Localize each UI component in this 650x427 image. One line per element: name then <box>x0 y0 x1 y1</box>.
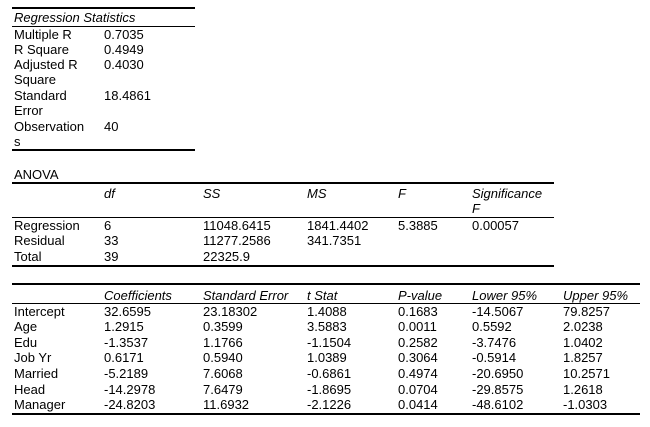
coef-header-standard-error: Standard Error <box>203 288 289 303</box>
coef-head-upper-95: 1.2618 <box>563 382 603 397</box>
coef-top-rule <box>12 283 640 285</box>
anova-residual-df: 33 <box>104 233 119 248</box>
coef-header-lower-95: Lower 95% <box>472 288 538 303</box>
regstats-label-observations-line1: Observation <box>14 119 85 134</box>
regstats-value-observations: 40 <box>104 119 119 134</box>
coef-manager-upper-95: -1.0303 <box>563 397 608 412</box>
coef-age-lower-95: 0.5592 <box>472 319 512 334</box>
coef-married-lower-95: -20.6950 <box>472 366 524 381</box>
coef-job-yr-t-stat: 1.0389 <box>307 350 347 365</box>
anova-regression-f: 5.3885 <box>398 218 438 233</box>
coef-edu-coefficient: -1.3537 <box>104 335 149 350</box>
coef-header-coefficients: Coefficients <box>104 288 172 303</box>
anova-header-significance-f-line1: Significance <box>472 186 543 201</box>
regstats-label-multiple-r: Multiple R <box>14 27 72 42</box>
coef-intercept-label: Intercept <box>14 304 65 319</box>
coef-edu-p-value: 0.2582 <box>398 335 438 350</box>
anova-header-ss: SS <box>203 186 221 201</box>
anova-residual-ss: 11277.2586 <box>203 233 271 248</box>
anova-regression-df: 6 <box>104 218 112 233</box>
coef-manager-coefficient: -24.8203 <box>104 397 156 412</box>
anova-title: ANOVA <box>14 167 59 182</box>
coef-age-coefficient: 1.2915 <box>104 319 144 334</box>
coef-intercept-lower-95: -14.5067 <box>472 304 524 319</box>
anova-header-df: df <box>104 186 115 201</box>
coef-job-yr-p-value: 0.3064 <box>398 350 438 365</box>
anova-header-ms: MS <box>307 186 327 201</box>
anova-total-ss: 22325.9 <box>203 249 250 264</box>
coef-head-coefficient: -14.2978 <box>104 382 156 397</box>
regstats-label-r-square: R Square <box>14 42 69 57</box>
anova-residual-ms: 341.7351 <box>307 233 362 248</box>
coef-age-standard-error: 0.3599 <box>203 319 243 334</box>
coef-age-label: Age <box>14 319 38 334</box>
anova-regression-significance-f: 0.00057 <box>472 218 519 233</box>
anova-header-significance-f-line2: F <box>472 201 480 216</box>
regstats-value-multiple-r: 0.7035 <box>104 27 144 42</box>
regstats-title: Regression Statistics <box>14 10 136 25</box>
regstats-value-r-square: 0.4949 <box>104 42 144 57</box>
coef-manager-lower-95: -48.6102 <box>472 397 524 412</box>
coef-married-standard-error: 7.6068 <box>203 366 243 381</box>
coef-manager-standard-error: 11.6932 <box>203 397 250 412</box>
anova-top-rule <box>12 182 554 184</box>
coef-intercept-coefficient: 32.6595 <box>104 304 151 319</box>
coef-married-t-stat: -0.6861 <box>307 366 352 381</box>
coef-edu-t-stat: -1.1504 <box>307 335 352 350</box>
coef-job-yr-coefficient: 0.6171 <box>104 350 144 365</box>
coef-edu-lower-95: -3.7476 <box>472 335 517 350</box>
coef-intercept-t-stat: 1.4088 <box>307 304 347 319</box>
anova-regression-ss: 11048.6415 <box>203 218 271 233</box>
coef-age-upper-95: 2.0238 <box>563 319 603 334</box>
coef-head-p-value: 0.0704 <box>398 382 438 397</box>
coef-married-p-value: 0.4974 <box>398 366 438 381</box>
regstats-label-standard-error-line1: Standard <box>14 88 67 103</box>
coef-intercept-p-value: 0.1683 <box>398 304 438 319</box>
coef-header-p-value: P-value <box>398 288 443 303</box>
regstats-label-adjusted-r-square-line1: Adjusted R <box>14 57 78 72</box>
regstats-top-rule <box>12 7 195 9</box>
regstats-value-standard-error: 18.4861 <box>104 88 151 103</box>
coef-edu-upper-95: 1.0402 <box>563 335 603 350</box>
regstats-label-adjusted-r-square-line2: Square <box>14 72 56 87</box>
anova-total-df: 39 <box>104 249 119 264</box>
anova-regression-label: Regression <box>14 218 80 233</box>
coef-header-t-stat: t Stat <box>307 288 338 303</box>
anova-bottom-rule <box>12 265 554 267</box>
coef-head-t-stat: -1.8695 <box>307 382 352 397</box>
coef-manager-p-value: 0.0414 <box>398 397 438 412</box>
regstats-bottom-rule <box>12 149 195 151</box>
coef-manager-t-stat: -2.1226 <box>307 397 352 412</box>
regstats-value-adjusted-r-square: 0.4030 <box>104 57 144 72</box>
coef-married-label: Married <box>14 366 59 381</box>
regstats-label-standard-error-line2: Error <box>14 103 43 118</box>
coef-married-upper-95: 10.2571 <box>563 366 610 381</box>
coef-intercept-standard-error: 23.18302 <box>203 304 258 319</box>
anova-residual-label: Residual <box>14 233 65 248</box>
coef-intercept-upper-95: 79.8257 <box>563 304 610 319</box>
coef-job-yr-upper-95: 1.8257 <box>563 350 603 365</box>
coef-header-upper-95: Upper 95% <box>563 288 629 303</box>
coef-job-yr-standard-error: 0.5940 <box>203 350 243 365</box>
coef-head-label: Head <box>14 382 46 397</box>
coef-head-standard-error: 7.6479 <box>203 382 243 397</box>
anova-total-label: Total <box>14 249 42 264</box>
coef-bottom-rule <box>12 413 640 415</box>
coef-head-lower-95: -29.8575 <box>472 382 524 397</box>
anova-regression-ms: 1841.4402 <box>307 218 369 233</box>
anova-header-f: F <box>398 186 406 201</box>
coef-age-p-value: 0.0011 <box>398 319 437 334</box>
coef-edu-standard-error: 1.1766 <box>203 335 243 350</box>
coef-job-yr-label: Job Yr <box>14 350 52 365</box>
coef-edu-label: Edu <box>14 335 38 350</box>
coef-age-t-stat: 3.5883 <box>307 319 347 334</box>
coef-manager-label: Manager <box>14 397 66 412</box>
coef-job-yr-lower-95: -0.5914 <box>472 350 517 365</box>
regstats-label-observations-line2: s <box>14 134 21 149</box>
coef-married-coefficient: -5.2189 <box>104 366 149 381</box>
